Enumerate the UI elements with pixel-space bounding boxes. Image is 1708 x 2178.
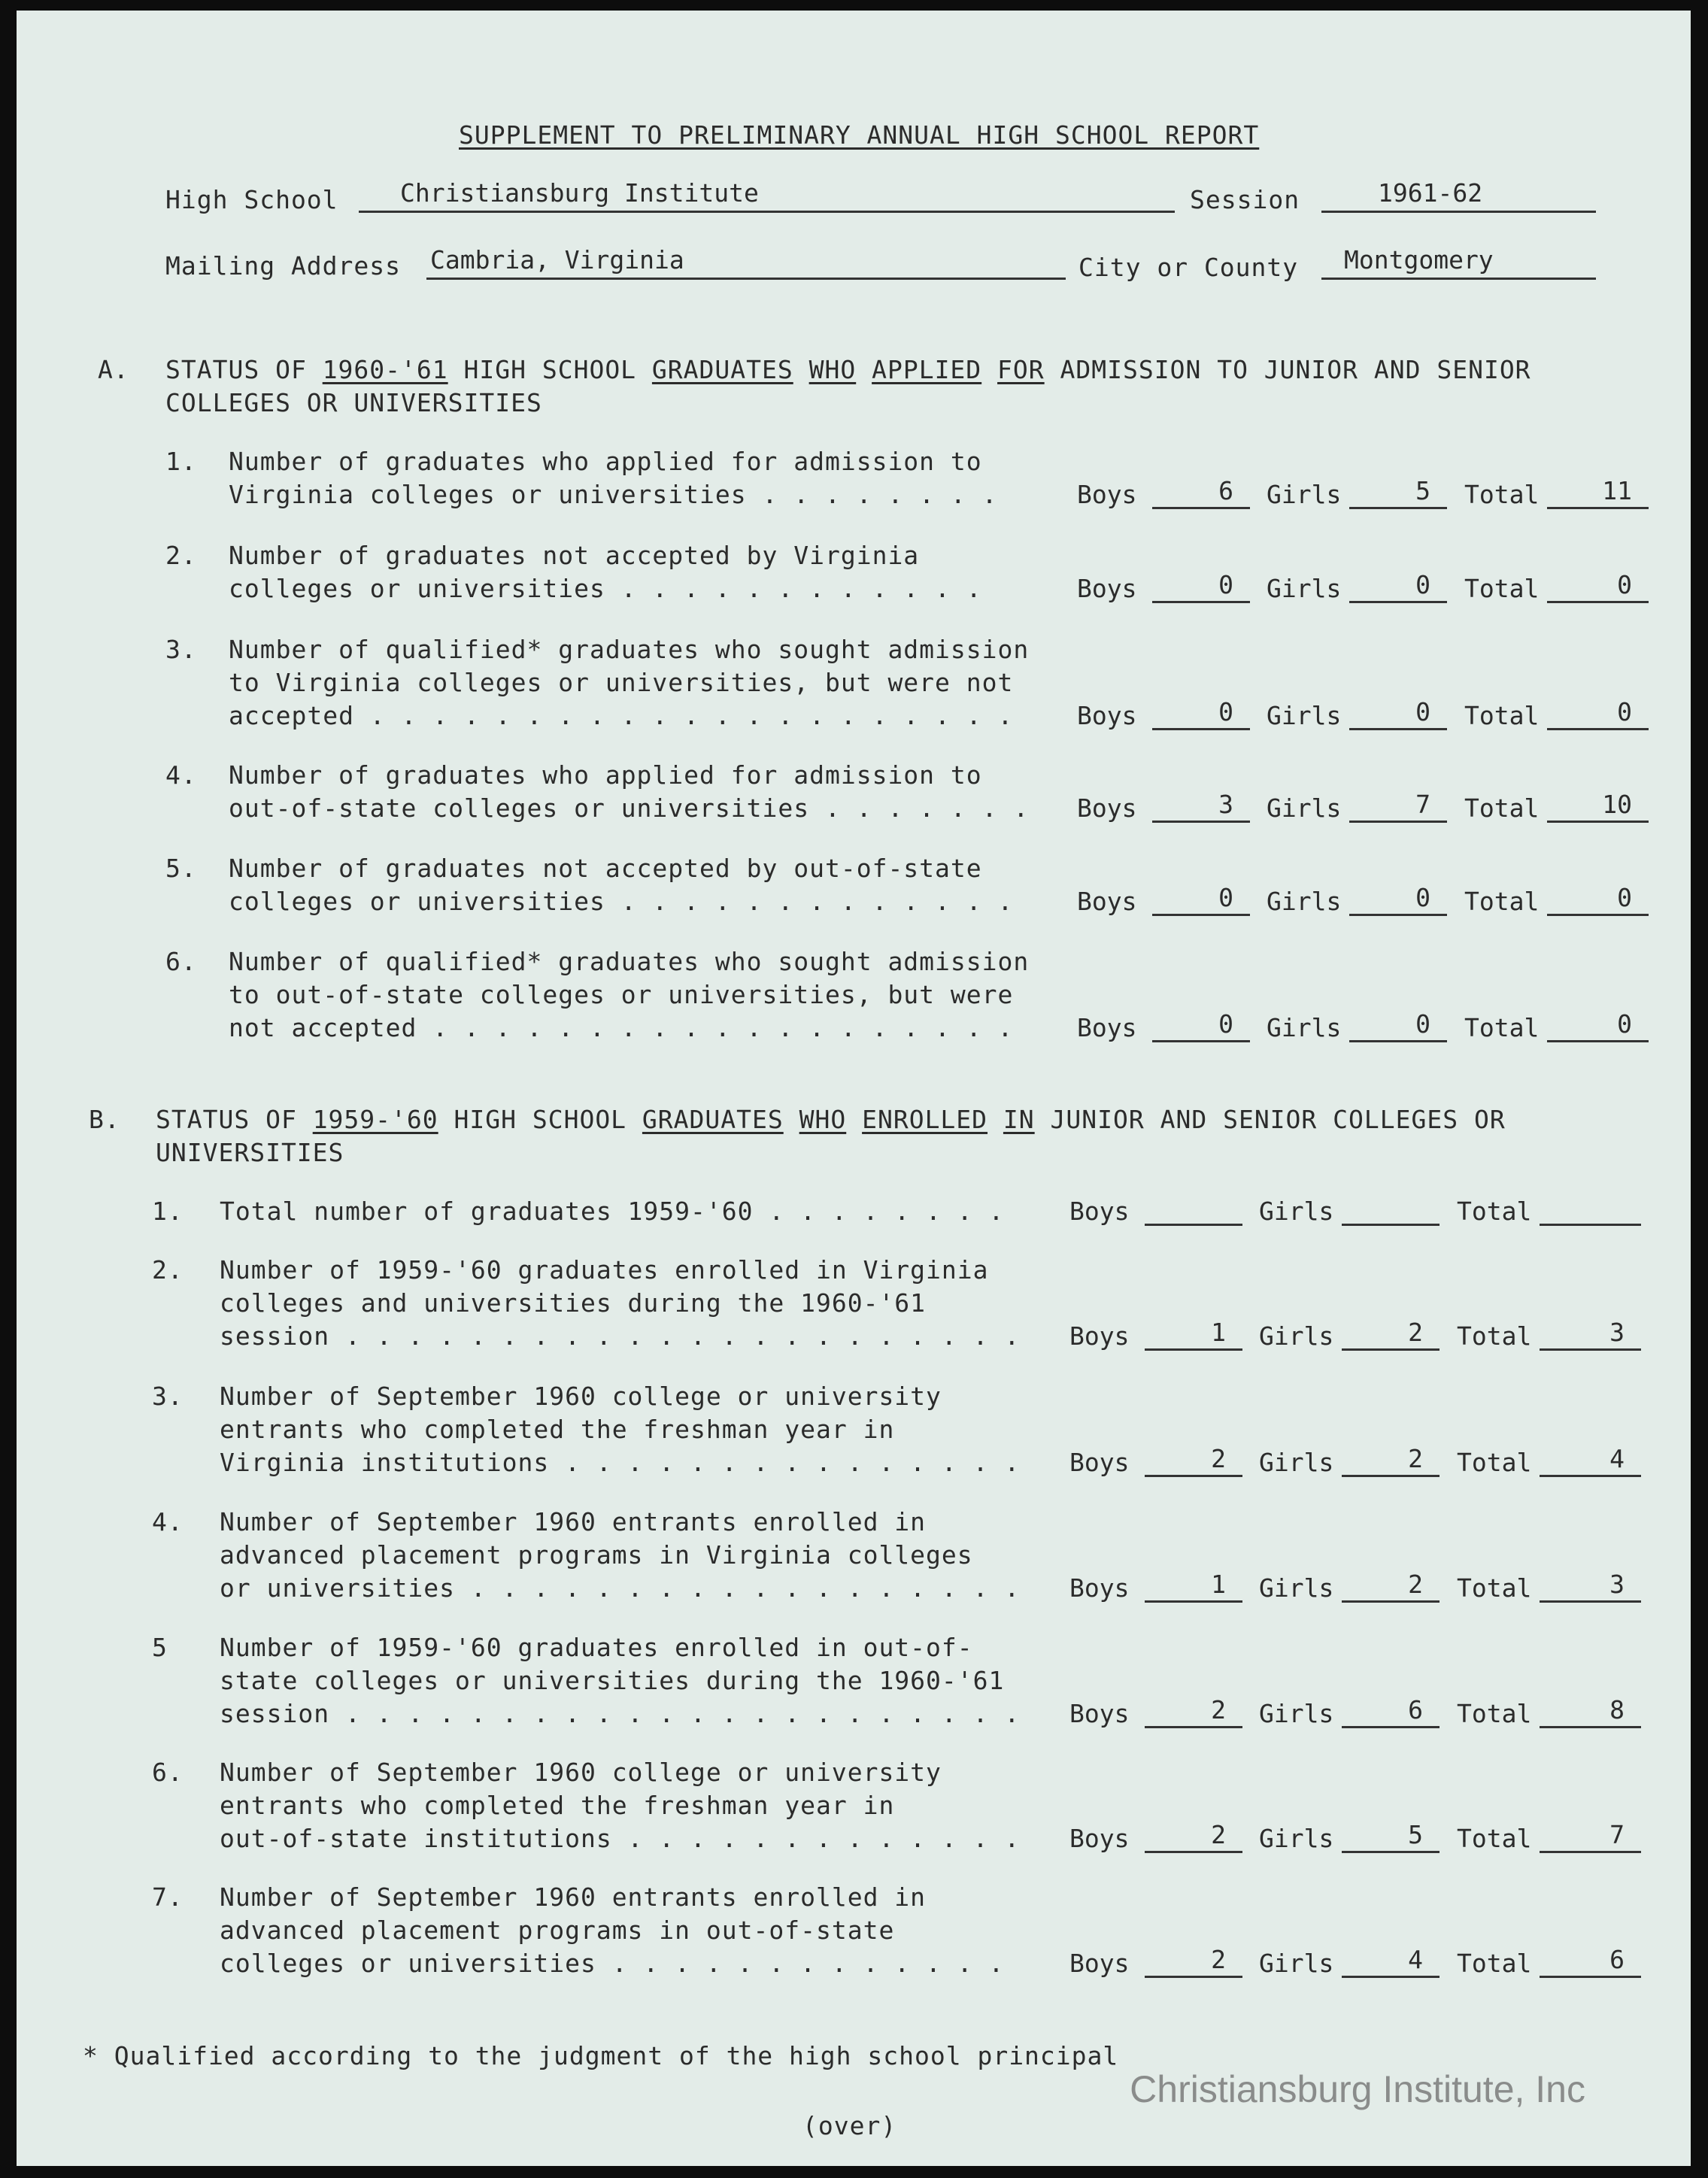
heading-part: ENROLLED (862, 1105, 988, 1134)
boys-count-field (1145, 1570, 1242, 1603)
girls-count-field (1342, 1444, 1440, 1477)
boys-label: Boys (1069, 1824, 1130, 1853)
heading-part (793, 355, 809, 384)
girls-label: Girls (1259, 1197, 1334, 1226)
girls-count: 2 (1408, 1444, 1423, 1473)
boys-count-field (1152, 883, 1250, 916)
total-count-field (1547, 790, 1649, 823)
section-a-heading (165, 355, 1531, 384)
girls-count: 0 (1415, 570, 1430, 599)
question-text: Virginia colleges or universities . . . . . . . . (229, 480, 998, 509)
girls-label: Girls (1267, 574, 1342, 603)
city-county-value: Montgomery (1344, 245, 1494, 275)
boys-count-field (1145, 1318, 1242, 1351)
question-text: out-of-state colleges or universities . . . . . . . (229, 793, 1030, 823)
question-text: entrants who completed the freshman year in (220, 1791, 895, 1820)
question-text: not accepted . . . . . . . . . . . . . . . . . . . (229, 1013, 1014, 1042)
total-label: Total (1457, 1824, 1532, 1853)
heading-part (981, 355, 997, 384)
session-value: 1961-62 (1378, 178, 1483, 208)
boys-count: 6 (1218, 476, 1233, 505)
boys-count: 0 (1218, 697, 1233, 727)
boys-label: Boys (1077, 701, 1137, 730)
girls-label: Girls (1259, 1699, 1334, 1728)
total-label: Total (1464, 793, 1540, 823)
girls-count: 0 (1415, 697, 1430, 727)
question-text: Number of qualified* graduates who sought admission (229, 947, 1030, 976)
girls-count-field (1342, 1945, 1440, 1978)
mailing-address-field (426, 247, 1066, 280)
boys-count: 0 (1218, 1009, 1233, 1039)
watermark: Christiansburg Institute, Inc (1130, 2068, 1585, 2110)
boys-count: 3 (1218, 790, 1233, 819)
total-label: Total (1457, 1949, 1532, 1978)
question-text: session . . . . . . . . . . . . . . . . . . . . . . (220, 1321, 1021, 1351)
boys-count-field (1145, 1695, 1242, 1728)
boys-label: Boys (1069, 1699, 1130, 1728)
question-text: Number of September 1960 college or university (220, 1758, 942, 1787)
heading-part (846, 1105, 862, 1134)
girls-count-field (1342, 1695, 1440, 1728)
question-text: Number of 1959-'60 graduates enrolled in out-of- (220, 1633, 973, 1662)
question-text: Number of graduates who applied for admission to (229, 447, 982, 476)
section-b-letter: B. (89, 1105, 120, 1134)
question-text: Number of September 1960 entrants enrolled in (220, 1882, 927, 1912)
boys-label: Boys (1069, 1197, 1130, 1226)
question-text: Virginia institutions . . . . . . . . . . . . . . . (220, 1448, 1021, 1477)
question-text: Number of September 1960 college or university (220, 1382, 942, 1411)
boys-count-field (1145, 1945, 1242, 1978)
section-b-heading-line2: UNIVERSITIES (156, 1138, 344, 1167)
question-number: 3. (165, 635, 197, 664)
question-text: Number of 1959-'60 graduates enrolled in Virginia (220, 1255, 989, 1285)
total-label: Total (1464, 701, 1540, 730)
question-text: to out-of-state colleges or universities, but were (229, 980, 1014, 1009)
boys-count-field (1145, 1197, 1242, 1226)
girls-count: 7 (1415, 790, 1430, 819)
girls-count-field (1349, 883, 1447, 916)
document-page (17, 11, 1691, 2166)
section-a-heading-line2: COLLEGES OR UNIVERSITIES (165, 388, 542, 417)
total-count: 8 (1609, 1695, 1625, 1725)
girls-count: 5 (1415, 476, 1430, 505)
section-a-letter: A. (98, 355, 129, 384)
boys-count-field (1152, 1009, 1250, 1042)
mailing-address-label: Mailing Address (165, 251, 402, 281)
question-number: 2. (152, 1255, 184, 1285)
city-county-field (1321, 247, 1596, 280)
boys-count: 0 (1218, 883, 1233, 912)
total-count: 4 (1609, 1444, 1625, 1473)
boys-count: 2 (1211, 1945, 1226, 1974)
boys-label: Boys (1069, 1321, 1130, 1351)
question-text: state colleges or universities during the 1960-'61 (220, 1666, 1005, 1695)
girls-count: 0 (1415, 1009, 1430, 1039)
heading-part (784, 1105, 799, 1134)
document-title: SUPPLEMENT TO PRELIMINARY ANNUAL HIGH SCHOOL REPORT (459, 120, 1260, 150)
question-text: accepted . . . . . . . . . . . . . . . . . . . . . (229, 701, 1014, 730)
question-text: or universities . . . . . . . . . . . . . . . . . . (220, 1573, 1021, 1603)
section-b-heading (156, 1105, 1506, 1134)
boys-count-field (1152, 476, 1250, 509)
question-number: 5. (165, 854, 197, 883)
question-text: entrants who completed the freshman year in (220, 1415, 895, 1444)
question-text: to Virginia colleges or universities, but were not (229, 668, 1014, 697)
girls-count: 5 (1408, 1820, 1423, 1849)
girls-count-field (1349, 476, 1447, 509)
question-number: 1. (152, 1197, 184, 1226)
total-count: 3 (1609, 1318, 1625, 1347)
total-count: 6 (1609, 1945, 1625, 1974)
total-count-field (1547, 476, 1649, 509)
boys-label: Boys (1069, 1949, 1130, 1978)
boys-label: Boys (1077, 1013, 1137, 1042)
question-text: advanced placement programs in out-of-state (220, 1916, 895, 1945)
total-count-field (1540, 1945, 1641, 1978)
boys-count: 1 (1211, 1570, 1226, 1599)
footnote: * Qualified according to the judgment of the high school principal (83, 2041, 1119, 2070)
high-school-value: Christiansburg Institute (400, 178, 759, 208)
heading-part: 1960-'61 (322, 355, 448, 384)
heading-part (987, 1105, 1003, 1134)
question-number: 3. (152, 1382, 184, 1411)
boys-count-field (1152, 790, 1250, 823)
girls-label: Girls (1267, 701, 1342, 730)
question-number: 6. (165, 947, 197, 976)
boys-label: Boys (1077, 887, 1137, 916)
boys-label: Boys (1077, 574, 1137, 603)
girls-count-field (1342, 1318, 1440, 1351)
question-text: Total number of graduates 1959-'60 . . . . . . . . (220, 1197, 1005, 1226)
city-county-label: City or County (1078, 253, 1299, 282)
high-school-label: High School (165, 185, 338, 214)
total-count-field (1540, 1318, 1641, 1351)
total-count-field (1540, 1444, 1641, 1477)
mailing-address-value: Cambria, Virginia (430, 245, 684, 275)
heading-part: FOR (997, 355, 1045, 384)
total-count: 0 (1617, 1009, 1632, 1039)
girls-count-field (1342, 1197, 1440, 1226)
question-number: 6. (152, 1758, 184, 1787)
question-text: advanced placement programs in Virginia colleges (220, 1540, 973, 1570)
heading-part: ADMISSION TO JUNIOR AND SENIOR (1044, 355, 1531, 384)
question-text: session . . . . . . . . . . . . . . . . . . . . . . (220, 1699, 1021, 1728)
question-text: Number of graduates not accepted by Virginia (229, 541, 920, 570)
boys-label: Boys (1069, 1573, 1130, 1603)
total-count: 0 (1617, 883, 1632, 912)
total-label: Total (1457, 1573, 1532, 1603)
heading-part (856, 355, 872, 384)
heading-part: 1959-'60 (312, 1105, 438, 1134)
question-text: Number of September 1960 entrants enrolled in (220, 1507, 927, 1536)
question-text: colleges or universities . . . . . . . . . . . . (229, 574, 982, 603)
total-count-field (1547, 697, 1649, 730)
boys-label: Boys (1077, 480, 1137, 509)
girls-count: 2 (1408, 1570, 1423, 1599)
heading-part: WHO (808, 355, 857, 384)
girls-count: 2 (1408, 1318, 1423, 1347)
heading-part: STATUS OF (165, 355, 323, 384)
question-number: 2. (165, 541, 197, 570)
question-text: out-of-state institutions . . . . . . . . . . . . . (220, 1824, 1021, 1853)
total-count-field (1540, 1197, 1641, 1226)
total-count: 11 (1602, 476, 1632, 505)
over-note: (over) (802, 2111, 897, 2140)
total-count: 0 (1617, 570, 1632, 599)
session-label: Session (1190, 185, 1300, 214)
girls-label: Girls (1267, 887, 1342, 916)
boys-count: 0 (1218, 570, 1233, 599)
boys-label: Boys (1077, 793, 1137, 823)
girls-label: Girls (1267, 793, 1342, 823)
question-text: Number of graduates not accepted by out-of-state (229, 854, 982, 883)
girls-label: Girls (1259, 1824, 1334, 1853)
boys-count-field (1145, 1444, 1242, 1477)
girls-label: Girls (1259, 1949, 1334, 1978)
heading-part: STATUS OF (156, 1105, 313, 1134)
boys-count: 2 (1211, 1820, 1226, 1849)
heading-part: IN (1003, 1105, 1035, 1134)
girls-count-field (1349, 697, 1447, 730)
total-label: Total (1457, 1197, 1532, 1226)
total-count-field (1540, 1570, 1641, 1603)
question-text: Number of graduates who applied for admission to (229, 760, 982, 790)
boys-count-field (1152, 697, 1250, 730)
total-count: 10 (1602, 790, 1632, 819)
boys-count: 2 (1211, 1695, 1226, 1725)
total-count: 7 (1609, 1820, 1625, 1849)
heading-part: APPLIED (872, 355, 982, 384)
boys-count: 2 (1211, 1444, 1226, 1473)
total-label: Total (1464, 574, 1540, 603)
girls-label: Girls (1259, 1448, 1334, 1477)
boys-label: Boys (1069, 1448, 1130, 1477)
girls-count: 4 (1408, 1945, 1423, 1974)
heading-part: GRADUATES (651, 355, 793, 384)
question-number: 4. (152, 1507, 184, 1536)
total-label: Total (1464, 887, 1540, 916)
girls-count-field (1349, 1009, 1447, 1042)
girls-count: 0 (1415, 883, 1430, 912)
total-count-field (1540, 1820, 1641, 1853)
total-label: Total (1464, 480, 1540, 509)
girls-count-field (1349, 570, 1447, 603)
total-label: Total (1457, 1699, 1532, 1728)
girls-label: Girls (1259, 1573, 1334, 1603)
total-count-field (1547, 1009, 1649, 1042)
total-count: 0 (1617, 697, 1632, 727)
heading-part: HIGH SCHOOL (438, 1105, 642, 1134)
boys-count-field (1145, 1820, 1242, 1853)
boys-count: 1 (1211, 1318, 1226, 1347)
heading-part: GRADUATES (642, 1105, 784, 1134)
girls-count-field (1342, 1820, 1440, 1853)
total-count-field (1547, 883, 1649, 916)
girls-count-field (1349, 790, 1447, 823)
girls-count-field (1342, 1570, 1440, 1603)
question-text: colleges or universities . . . . . . . . . . . . . (229, 887, 1014, 916)
heading-part: HIGH SCHOOL (447, 355, 652, 384)
boys-count-field (1152, 570, 1250, 603)
session-field (1321, 180, 1596, 213)
total-label: Total (1457, 1321, 1532, 1351)
total-count: 3 (1609, 1570, 1625, 1599)
girls-label: Girls (1267, 1013, 1342, 1042)
girls-count: 6 (1408, 1695, 1423, 1725)
heading-part: WHO (799, 1105, 847, 1134)
total-label: Total (1464, 1013, 1540, 1042)
question-text: colleges and universities during the 1960-'61 (220, 1288, 927, 1318)
question-number: 5 (152, 1633, 168, 1662)
total-count-field (1547, 570, 1649, 603)
question-text: Number of qualified* graduates who sought admission (229, 635, 1030, 664)
total-count-field (1540, 1695, 1641, 1728)
girls-label: Girls (1259, 1321, 1334, 1351)
question-text: colleges or universities . . . . . . . . . . . . . (220, 1949, 1005, 1978)
high-school-field (359, 180, 1175, 213)
question-number: 7. (152, 1882, 184, 1912)
total-label: Total (1457, 1448, 1532, 1477)
girls-label: Girls (1267, 480, 1342, 509)
question-number: 4. (165, 760, 197, 790)
heading-part: JUNIOR AND SENIOR COLLEGES OR (1034, 1105, 1506, 1134)
question-number: 1. (165, 447, 197, 476)
